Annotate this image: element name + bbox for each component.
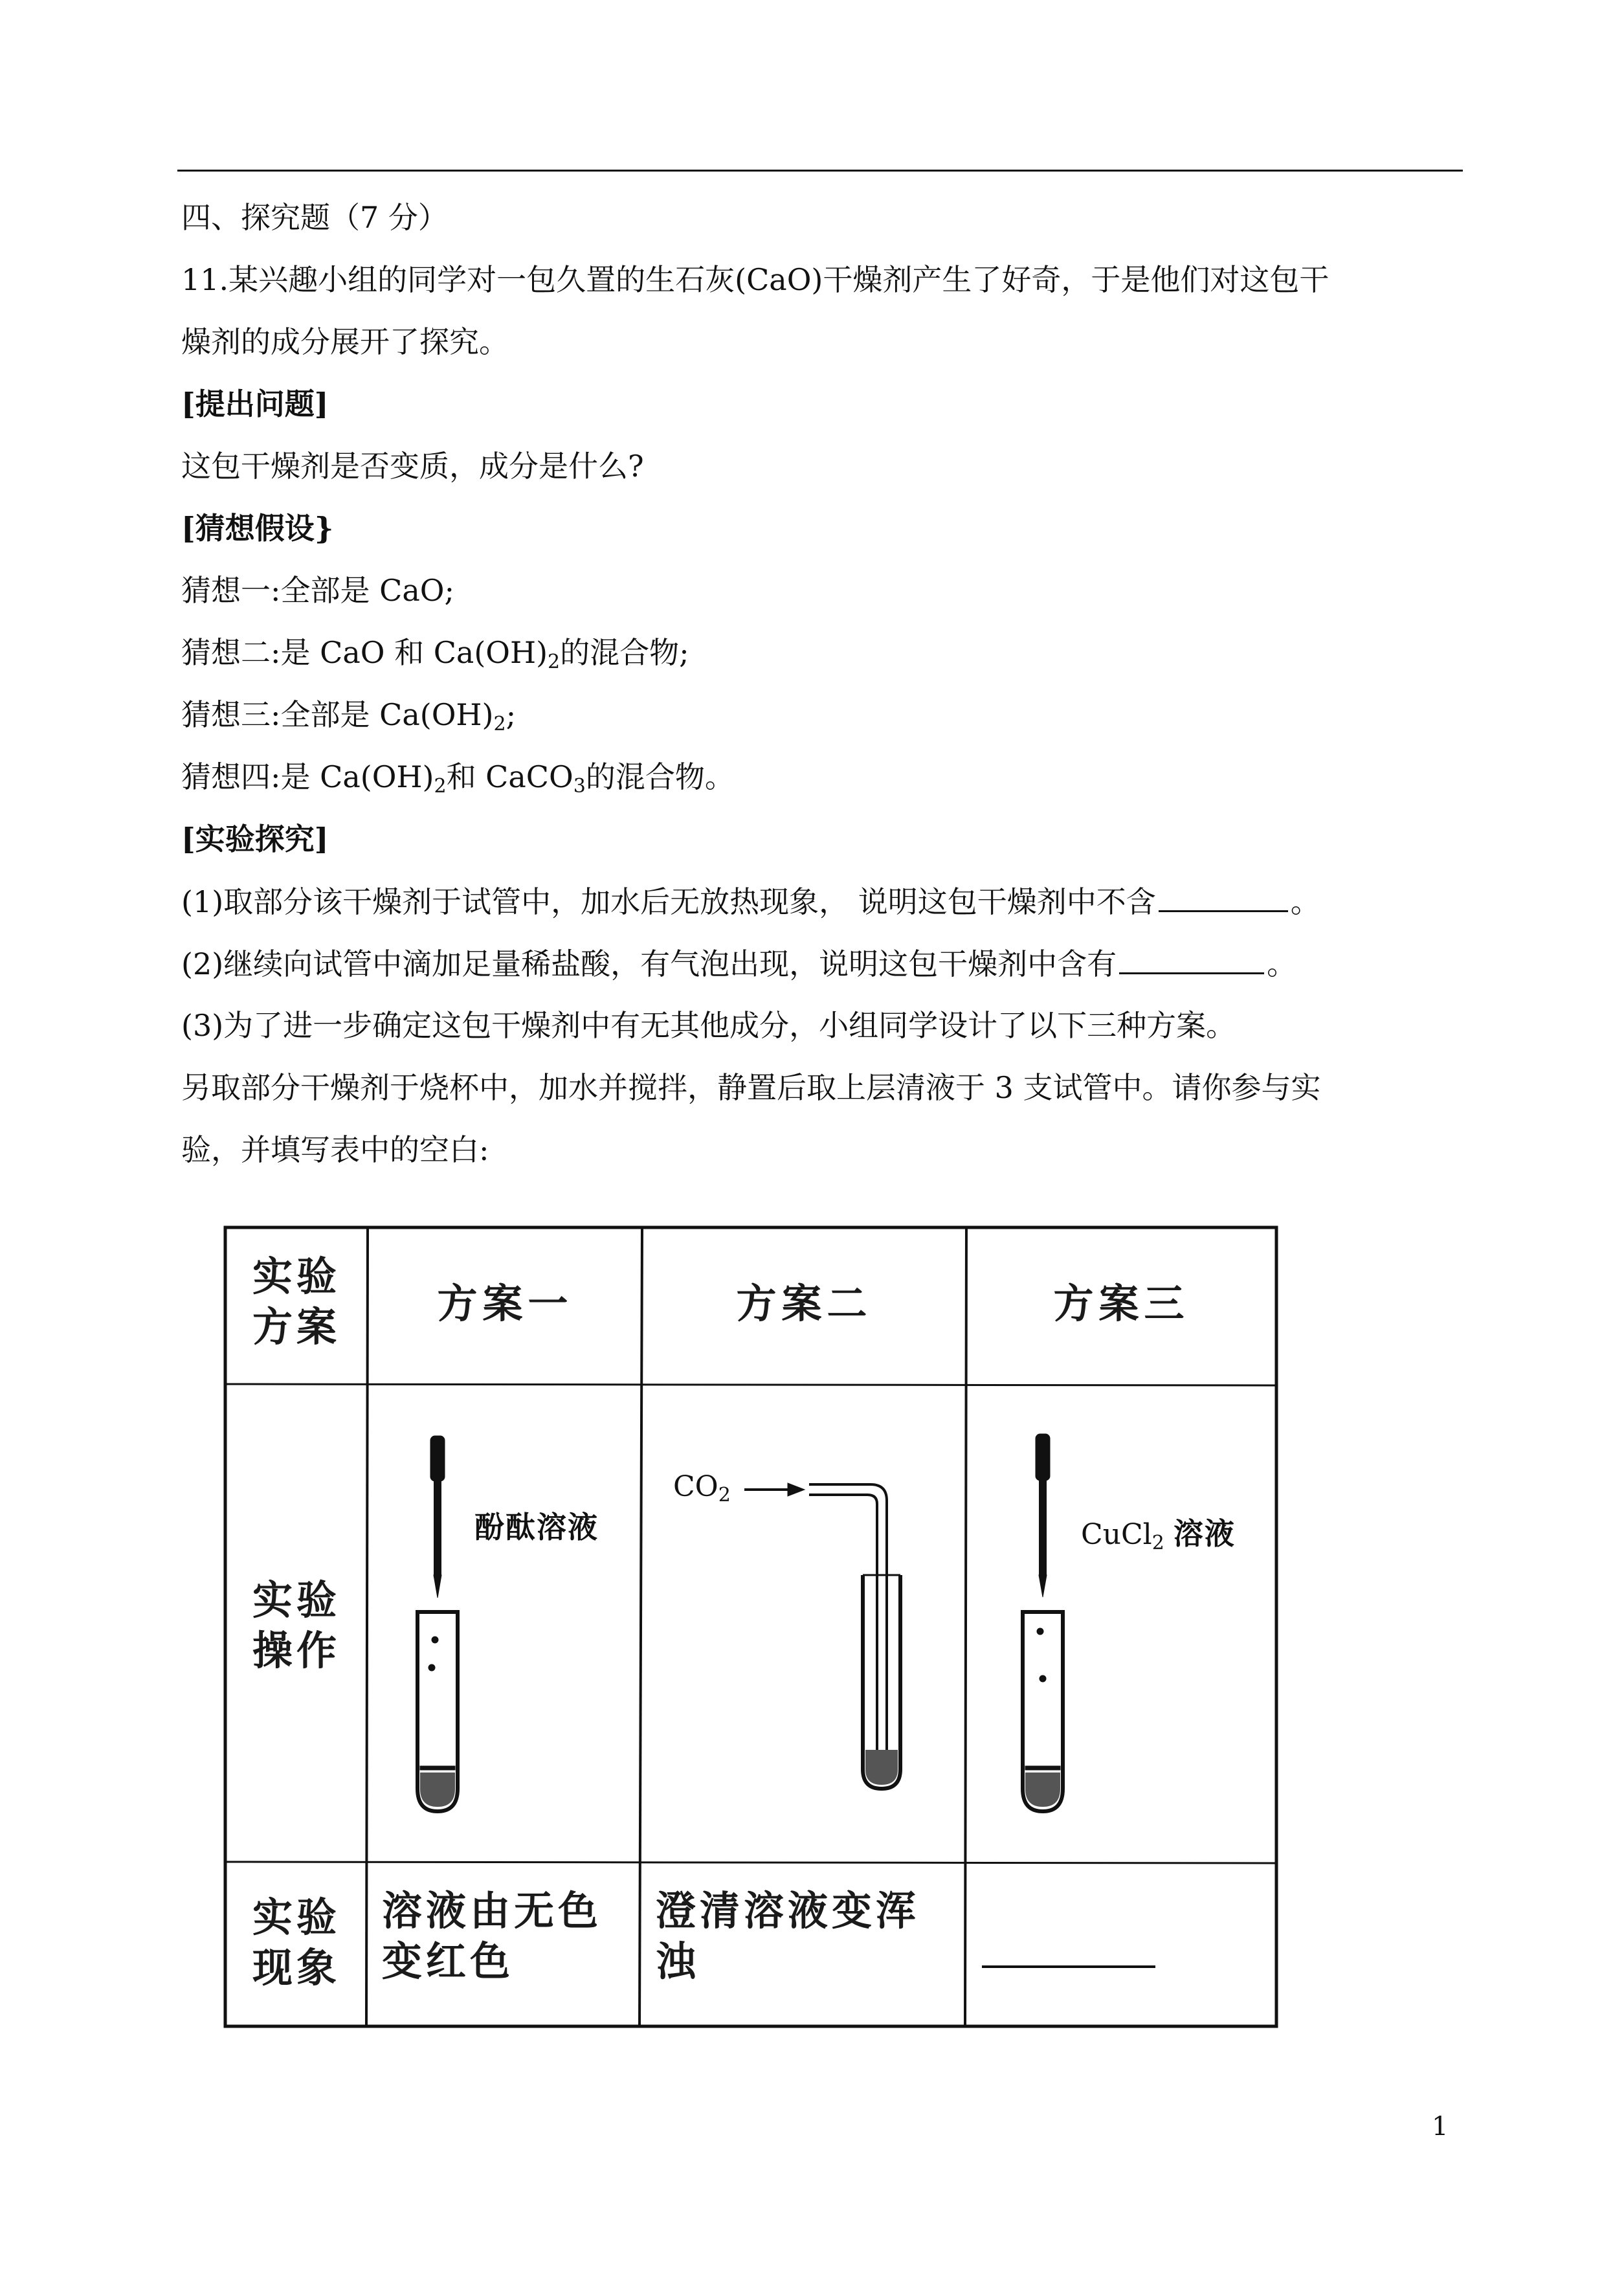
plan-2-phenomenon-line2: 浊 <box>656 1938 700 1985</box>
raise-question-text: 这包干燥剂是否变质，成分是什么? <box>181 449 644 484</box>
dropper-tip-icon <box>434 1575 441 1598</box>
plan-3-reagent-prefix: CuCl <box>1081 1518 1152 1551</box>
row-header-operation-line2: 操作 <box>252 1627 340 1674</box>
row-header-phenomenon-line2: 现象 <box>252 1944 340 1991</box>
hypothesis-3 <box>181 695 516 734</box>
liquid-icon <box>420 1773 455 1807</box>
step-3-line3: 验，并填写表中的空白: <box>181 1132 489 1167</box>
plan-1-phenomenon <box>382 1886 602 1987</box>
plan-2-phenomenon-line1: 澄清溶液变浑 <box>656 1887 920 1934</box>
plan-2-gas-text: CO <box>673 1470 718 1503</box>
step-1-text: (1)取部分该干燥剂于试管中，加水后无放热现象， 说明这包干燥剂中不含 <box>181 884 1156 919</box>
hypothesis-heading: [猜想假设} <box>181 511 334 546</box>
table-column-divider-2 <box>640 1227 642 2026</box>
hypothesis-1: 猜想一:全部是 CaO; <box>181 573 454 608</box>
plan-2-gas-subscript: 2 <box>718 1484 731 1506</box>
column-header-plan-1: 方案一 <box>437 1280 573 1327</box>
row-header-plan-line1: 实验 <box>252 1253 340 1300</box>
hypothesis-2-prefix: 猜想二:是 CaO 和 Ca(OH) <box>181 635 548 670</box>
plan-2-gas-label <box>673 1470 731 1506</box>
step-2 <box>181 944 1296 983</box>
section-heading: 四、探究题（7 分） <box>181 200 448 235</box>
row-header-plan-line2: 方案 <box>252 1303 340 1350</box>
experiment-table <box>223 1225 1278 2028</box>
question-intro-line2: 燥剂的成分展开了探究。 <box>181 324 509 359</box>
arrow-head-icon <box>788 1483 805 1496</box>
plan-3-reagent-label <box>1081 1510 1236 1553</box>
column-header-plan-3: 方案三 <box>1053 1280 1190 1327</box>
plan-1-reagent-label <box>474 1504 599 1547</box>
droplet-icon <box>428 1664 435 1671</box>
hypothesis-2 <box>181 633 689 672</box>
hypothesis-3-prefix: 猜想三:全部是 Ca(OH) <box>181 697 494 732</box>
row-header-operation <box>241 1575 351 1676</box>
row-header-operation-line1: 实验 <box>252 1576 340 1624</box>
liquid-icon <box>865 1750 898 1785</box>
row-header-phenomenon-line1: 实验 <box>252 1894 340 1941</box>
plan-1-reagent-text: 酚酞溶液 <box>474 1510 599 1545</box>
plan-3-apparatus <box>1023 1434 1063 1811</box>
plan-1-phenomenon-line2: 变红色 <box>382 1938 515 1985</box>
step-1-answer-blank[interactable] <box>1159 882 1288 912</box>
plan-1-apparatus <box>417 1436 458 1811</box>
step-2-end: 。 <box>1267 946 1297 981</box>
droplet-icon <box>1037 1628 1043 1635</box>
hypothesis-4-mid: 和 CaCO <box>446 759 573 794</box>
table-column-divider-1 <box>366 1227 368 2026</box>
row-header-phenomenon <box>241 1892 351 1993</box>
table-row-divider-2 <box>225 1862 1276 1863</box>
step-1-end: 。 <box>1290 884 1320 919</box>
hypothesis-3-suffix: ; <box>506 697 517 732</box>
hypothesis-2-subscript: 2 <box>548 651 561 673</box>
plan-2-apparatus <box>744 1483 900 1789</box>
plan-1-phenomenon-line1: 溶液由无色 <box>382 1887 603 1934</box>
liquid-level-icon <box>420 1766 455 1770</box>
hypothesis-4 <box>181 757 735 796</box>
plan-3-reagent-suffix: 溶液 <box>1173 1516 1236 1551</box>
plan-3-reagent-subscript: 2 <box>1151 1532 1164 1554</box>
row-header-plan <box>241 1251 351 1352</box>
dropper-tip-icon <box>1039 1575 1047 1597</box>
liquid-level-icon <box>1025 1766 1060 1770</box>
liquid-icon <box>1025 1773 1060 1807</box>
step-3-line2: 另取部分干燥剂于烧杯中，加水并搅拌，静置后取上层清液于 3 支试管中。请你参与实 <box>181 1070 1321 1105</box>
hypothesis-4-subscript-2: 3 <box>573 775 586 798</box>
plan-2-phenomenon <box>656 1886 920 1987</box>
bent-tube-outer-icon <box>809 1484 887 1753</box>
hypothesis-4-prefix: 猜想四:是 Ca(OH) <box>181 759 434 794</box>
column-header-plan-2: 方案二 <box>736 1280 873 1327</box>
dropper-bulb-icon <box>1036 1434 1050 1481</box>
hypothesis-3-subscript: 2 <box>493 713 506 735</box>
hypothesis-2-suffix: 的混合物; <box>560 635 689 670</box>
question-intro-line1: 11.某兴趣小组的同学对一包久置的生石灰(CaO)干燥剂产生了好奇，于是他们对这包干 <box>181 262 1329 297</box>
header-rule <box>177 170 1463 172</box>
droplet-icon <box>432 1637 438 1643</box>
step-1 <box>181 882 1320 921</box>
step-2-answer-blank[interactable] <box>1119 944 1264 974</box>
raise-question-heading: [提出问题] <box>181 386 329 421</box>
dropper-bulb-icon <box>430 1436 445 1481</box>
table-column-divider-3 <box>965 1227 966 2026</box>
bent-tube-inner-icon <box>809 1495 877 1753</box>
step-2-text: (2)继续向试管中滴加足量稀盐酸，有气泡出现，说明这包干燥剂中含有 <box>181 946 1117 981</box>
hypothesis-4-suffix: 的混合物。 <box>585 759 735 794</box>
droplet-icon <box>1040 1675 1046 1682</box>
hypothesis-4-subscript-1: 2 <box>434 775 447 798</box>
table-row-divider-1 <box>225 1384 1276 1385</box>
page-number: 1 <box>1432 2112 1449 2142</box>
experiment-heading: [实验探究] <box>181 822 329 856</box>
step-3: (3)为了进一步确定这包干燥剂中有无其他成分，小组同学设计了以下三种方案。 <box>181 1008 1236 1043</box>
